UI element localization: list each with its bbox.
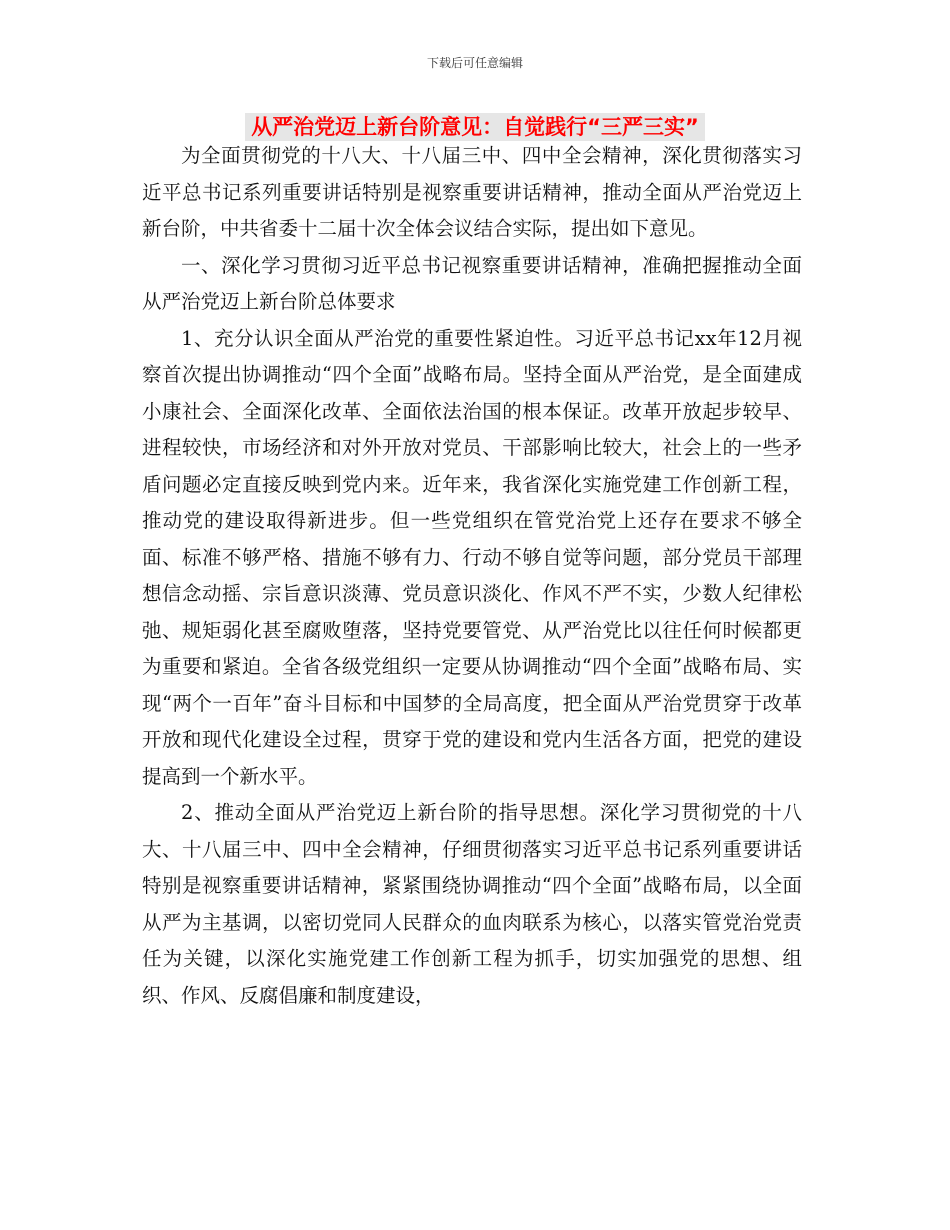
document-title: 从严治党迈上新台阶意见：自觉践行“三严三实” <box>245 113 705 141</box>
paragraph-intro: 为全面贯彻党的十八大、十八届三中、四中全会精神，深化贯彻落实习近平总书记系列重要讲话特别是视察重要讲话精神，推动全面从严治党迈上新台阶，中共省委十二届十次全体会议结合实际，提出如下意见。 <box>142 144 802 240</box>
page-header-note: 下载后可任意编辑 <box>426 56 523 70</box>
paragraph-section-heading: 一、深化学习贯彻习近平总书记视察重要讲话精神，准确把握推动全面从严治党迈上新台阶总体要求 <box>142 253 802 313</box>
document-body <box>142 138 802 1014</box>
paragraph-item-1: 1、充分认识全面从严治党的重要性紧迫性。习近平总书记xx年12月视察首次提出协调推动“四个全面”战略布局。坚持全面从严治党，是全面建成小康社会、全面深化改革、全面依法治国的根本保证。改革开放起步较早、进程较快，市场经济和对外开放对党员、干部影响比较大，社会上的一些矛盾问题必定直接反映到党内来。近年来，我省深化实施党建工作创新工程，推动党的建设取得新进步。但一些党组织在管党治党上还存在要求不够全面、标准不够严格、措施不够有力、行动不够自觉等问题，部分党员干部理想信念动摇、宗旨意识淡薄、党员意识淡化、作风不严不实，少数人纪律松弛、规矩弱化甚至腐败堕落，坚持党要管党、从严治党比以往任何时候都更为重要和紧迫。全省各级党组织一定要从协调推动“四个全面”战略布局、实现“两个一百年”奋斗目标和中国梦的全局高度，把全面从严治党贯穿于改革开放和现代化建设全过程，贯穿于党的建设和党内生活各方面，把党的建设提高到一个新水平。 <box>142 326 802 788</box>
document-title-container <box>0 113 950 141</box>
paragraph-item-2: 2、推动全面从严治党迈上新台阶的指导思想。深化学习贯彻党的十八大、十八届三中、四中全会精神，仔细贯彻落实习近平总书记系列重要讲话特别是视察重要讲话精神，紧紧围绕协调推动“四个全面”战略布局，以全面从严为主基调，以密切党同人民群众的血肉联系为核心，以落实管党治党责任为关键，以深化实施党建工作创新工程为抓手，切实加强党的思想、组织、作风、反腐倡廉和制度建设， <box>142 801 802 1007</box>
